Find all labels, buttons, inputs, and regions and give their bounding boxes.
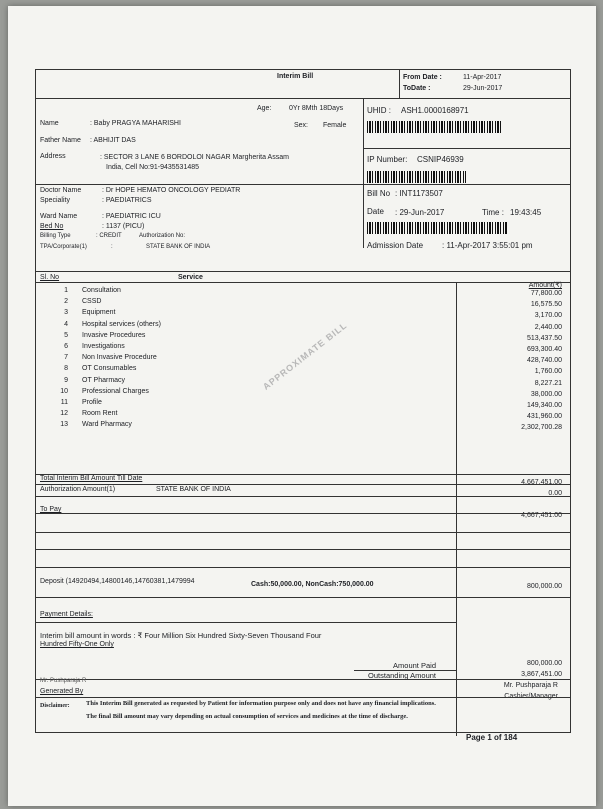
bed-no: : 1137 (PICU) [102, 223, 145, 230]
service-name: Professional Charges [82, 387, 149, 395]
uhid-label: UHID : [367, 106, 391, 115]
service-number: 10 [60, 387, 68, 395]
divider [36, 98, 570, 99]
divider [363, 98, 364, 248]
deposit-breakup: Cash:50,000.00, NonCash:750,000.00 [251, 581, 374, 588]
tpa-label: TPA/Corporate(1) [40, 244, 87, 250]
to-date-label: ToDate : [403, 85, 431, 92]
ward-name: : PAEDIATRIC ICU [102, 213, 161, 220]
service-number: 8 [64, 365, 68, 373]
to-date: 29-Jun-2017 [463, 85, 503, 92]
service-number: 1 [64, 287, 68, 294]
bill-date-label: Date [367, 207, 384, 216]
divider [36, 622, 456, 623]
service-row [50, 364, 136, 373]
bill-title: Interim Bill [277, 73, 314, 80]
service-name: Investigations [82, 343, 125, 350]
divider [456, 282, 457, 736]
service-number: 7 [64, 354, 68, 362]
address-label: Address [40, 153, 66, 160]
divider [36, 271, 570, 272]
authorization-amount-label: Authorization Amount(1) [40, 486, 116, 493]
service-row [50, 297, 101, 306]
service-number: 9 [64, 376, 68, 384]
billing-type-label: Billing Type [40, 233, 71, 239]
disclaimer-line-1: This Interim Bill generated as requested by Patient for information purpose only and does not have any financial implications. [86, 700, 436, 707]
approximate-bill-watermark: APPROXIMATE BILL [261, 320, 349, 392]
total-amount: 4,667,451.00 [521, 479, 562, 486]
ip-barcode [367, 171, 466, 183]
service-name: OT Consumables [82, 365, 137, 373]
speciality-value: : PAEDIATRICS [102, 197, 152, 204]
cashier-name: Mr. Pushparaja R [503, 682, 558, 689]
divider [363, 148, 570, 149]
divider [36, 184, 570, 185]
authorization-amount: 0.00 [548, 490, 562, 497]
outstanding-amount: 3,867,451.00 [521, 671, 562, 678]
service-amount: 38,000.00 [530, 390, 562, 398]
interim-bill-document [35, 69, 571, 733]
service-amount: 2,302,700.28 [521, 424, 562, 432]
from-date-label: From Date : [403, 74, 442, 81]
billing-type: : CREDIT [96, 233, 122, 239]
service-amount: 513,437.50 [526, 334, 562, 342]
patient-name: : Baby PRAGYA MAHARISHI [90, 120, 181, 127]
outstanding-label: Outstanding Amount [368, 671, 436, 680]
prepared-by: Mr. Pushparaja R [40, 678, 87, 684]
divider [36, 697, 570, 698]
address-line-2: India, Cell No:91-9435531485 [106, 164, 200, 171]
service-amount: 1,760.00 [534, 368, 562, 376]
service-name: CSSD [82, 298, 102, 306]
service-number: 4 [64, 320, 68, 328]
service-name: Room Rent [82, 410, 118, 418]
speciality-label: Speciality [40, 197, 70, 204]
service-amount: 16,575.50 [530, 301, 562, 309]
deposit-label: Deposit (14920494,14800146,14760381,1479994 [40, 578, 195, 585]
authorization-no-label: Authorization No: [139, 233, 186, 239]
divider [36, 496, 570, 497]
father-name-label: Father Name [40, 137, 81, 144]
deposit-amount: 800,000.00 [526, 583, 562, 590]
service-row [50, 342, 125, 351]
col-amount-header: Amount(₹) [528, 282, 562, 289]
disclaimer-label: Disclaimer: [40, 703, 70, 709]
service-amount: 693,300.40 [526, 346, 562, 353]
service-row [50, 409, 117, 418]
service-number: 2 [64, 298, 68, 306]
sex-label: Sex: [294, 122, 309, 129]
service-name: Consultation [82, 287, 121, 294]
doctor-name-label: Doctor Name [40, 187, 82, 194]
amount-in-words-line-1: Interim bill amount in words : ₹ Four Million Six Hundred Sixty-Seven Thousand Four [40, 631, 322, 640]
father-name: : ABHIJIT DAS [90, 137, 136, 144]
service-number: 5 [64, 331, 68, 339]
total-label: Total Interim Bill Amount Till Date [40, 475, 143, 482]
divider [36, 513, 570, 514]
service-amount: 428,740.00 [526, 357, 562, 365]
service-name: Hospital services (others) [82, 320, 161, 328]
doctor-name: : Dr HOPE HEMATO ONCOLOGY PEDIATR [102, 187, 241, 194]
sex-value: Female [323, 122, 347, 129]
divider [36, 484, 570, 485]
amount-paid-label: Amount Paid [393, 661, 436, 670]
service-name: Invasive Procedures [82, 331, 146, 339]
address-line-1: : SECTOR 3 LANE 6 BORDOLOI NAGAR Margherita Assam [100, 154, 289, 161]
service-row [50, 387, 149, 396]
service-row [50, 286, 121, 295]
age-label: Age: [257, 105, 272, 112]
service-amount: 149,340.00 [526, 402, 562, 409]
service-row [50, 376, 125, 385]
admission-date: : 11-Apr-2017 3:55:01 pm [442, 241, 533, 250]
service-number: 12 [60, 410, 68, 418]
col-service-header: Service [178, 274, 203, 281]
service-amount: 431,960.00 [526, 413, 562, 421]
service-name: Profile [82, 399, 102, 406]
page-number: Page 1 of 184 [466, 733, 518, 742]
from-date: 11-Apr-2017 [463, 74, 502, 81]
service-amount: 8,227.21 [534, 379, 562, 387]
divider [36, 679, 570, 680]
payment-details-label: Payment Details: [40, 611, 93, 618]
to-pay-amount: 4,667,451.00 [521, 512, 562, 519]
divider [399, 70, 400, 98]
amount-paid: 800,000.00 [526, 660, 562, 667]
service-number: 6 [64, 343, 68, 350]
service-amount: 2,440.00 [534, 323, 562, 331]
service-amount: 3,170.00 [534, 312, 562, 320]
divider [36, 549, 570, 550]
age-value: 0Yr 8Mth 18Days [289, 105, 344, 112]
divider [36, 597, 570, 598]
bed-no-label: Bed No [40, 223, 64, 230]
cashier-role: Cashier/Manager [504, 693, 558, 700]
divider [36, 567, 570, 568]
tpa-name: STATE BANK OF INDIA [146, 244, 211, 250]
service-row [50, 331, 145, 340]
tpa-colon: : [111, 244, 113, 250]
service-name: Non Invasive Procedure [82, 354, 157, 362]
bill-no: : INT1173507 [395, 189, 443, 198]
service-name: Equipment [82, 309, 116, 317]
bill-date: : 29-Jun-2017 [395, 208, 445, 217]
service-name: OT Pharmacy [82, 376, 126, 384]
col-slno-header: Sl. No [40, 274, 60, 281]
amount-in-words-line-2: Hundred Fifty-One Only [40, 641, 114, 648]
bill-time: 19:43:45 [510, 208, 542, 217]
service-amount: 77,800.00 [530, 290, 562, 297]
service-row [50, 420, 132, 429]
bill-barcode [367, 222, 507, 234]
disclaimer-line-2: The final Bill amount may vary depending on actual consumption of services and medicines at the time of discharge. [86, 713, 408, 720]
service-name: Ward Pharmacy [82, 421, 132, 429]
service-number: 3 [64, 309, 68, 317]
ward-name-label: Ward Name [40, 213, 78, 220]
uhid-barcode [367, 121, 503, 133]
to-pay-label: To Pay [40, 506, 62, 513]
service-number: 13 [60, 421, 68, 429]
service-number: 11 [60, 399, 68, 406]
divider [36, 282, 570, 283]
bill-no-label: Bill No [367, 189, 391, 198]
service-row [50, 320, 161, 329]
authorization-party: STATE BANK OF INDIA [156, 486, 231, 493]
uhid-value: ASH1.0000168971 [401, 106, 469, 115]
ip-number-label: IP Number: [367, 155, 408, 164]
service-row [50, 308, 115, 317]
service-row [50, 398, 102, 407]
admission-date-label: Admission Date [367, 241, 424, 250]
service-row [50, 353, 157, 362]
bill-time-label: Time : [482, 208, 504, 217]
divider [36, 532, 570, 533]
ip-number-value: CSNIP46939 [417, 155, 464, 164]
name-label: Name [40, 120, 59, 127]
generated-by-label: Generated By [40, 688, 84, 695]
